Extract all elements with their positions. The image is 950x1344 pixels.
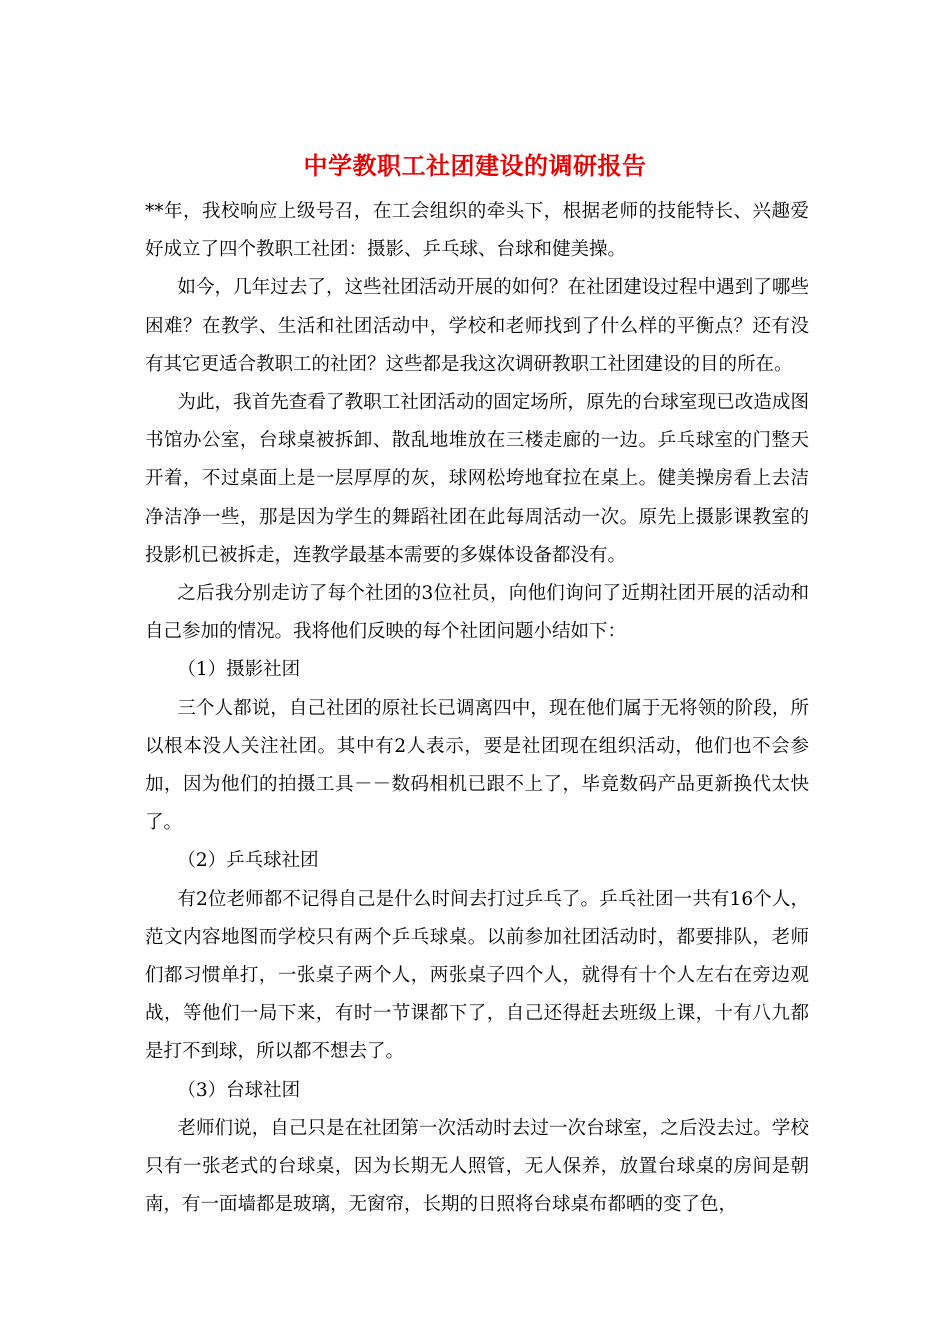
paragraph: **年，我校响应上级号召，在工会组织的牵头下，根据老师的技能特长、兴趣爱好成立了四个教职工社团：摄影、乒乓球、台球和健美操。 bbox=[145, 201, 809, 261]
document-body bbox=[145, 193, 809, 1224]
section-heading-table-tennis: （2）乒乓球社团 bbox=[177, 850, 319, 872]
paragraph: 之后我分别走访了每个社团的3位社员，向他们询问了近期社团开展的活动和自己参加的情况。我将他们反映的每个社团问题小结如下： bbox=[145, 583, 809, 643]
section-heading-photography: （1）摄影社团 bbox=[177, 659, 301, 681]
paragraph: 为此，我首先查看了教职工社团活动的固定场所，原先的台球室现已改造成图书馆办公室，台球桌被拆卸、散乱地堆放在三楼走廊的一边。乒乓球室的门整天开着，不过桌面上是一层厚厚的灰，球网松垮地耷拉在桌上。健美操房看上去洁净洁净一些，那是因为学生的舞蹈社团在此每周活动一次。原先上摄影课教室的投影机已被拆走，连教学最基本需要的多媒体设备都没有。 bbox=[145, 392, 809, 566]
paragraph: 有2位老师都不记得自己是什么时间去打过乒乓了。乒乓社团一共有16个人，范文内容地图而学校只有两个乒乓球桌。以前参加社团活动时，都要排队，老师们都习惯单打，一张桌子两个人，两张桌子四个人，就得有十个人左右在旁边观战，等他们一局下来，有时一节课都下了，自己还得赶去班级上课，十有八九都是打不到球，所以都不想去了。 bbox=[145, 888, 809, 1063]
section-heading-billiards: （3）台球社团 bbox=[177, 1079, 301, 1101]
paragraph: 如今，几年过去了，这些社团活动开展的如何？在社团建设过程中遇到了哪些困难？在教学、生活和社团活动中，学校和老师找到了什么样的平衡点？还有没有其它更适合教职工的社团？这些都是我这次调研教职工社团建设的目的所在。 bbox=[145, 277, 809, 375]
document-title: 中学教职工社团建设的调研报告 bbox=[303, 151, 647, 180]
paragraph: 三个人都说，自己社团的原社长已调离四中，现在他们属于无将领的阶段，所以根本没人关注社团。其中有2人表示，要是社团现在组织活动，他们也不会参加，因为他们的拍摄工具－－数码相机已跟不上了，毕竟数码产品更新换代太快了。 bbox=[145, 697, 809, 834]
paragraph: 老师们说，自己只是在社团第一次活动时去过一次台球室，之后没去过。学校只有一张老式的台球桌，因为长期无人照管，无人保养，放置台球桌的房间是朝南，有一面墙都是玻璃，无窗帘，长期的日照将台球桌布都晒的变了色， bbox=[145, 1117, 809, 1216]
